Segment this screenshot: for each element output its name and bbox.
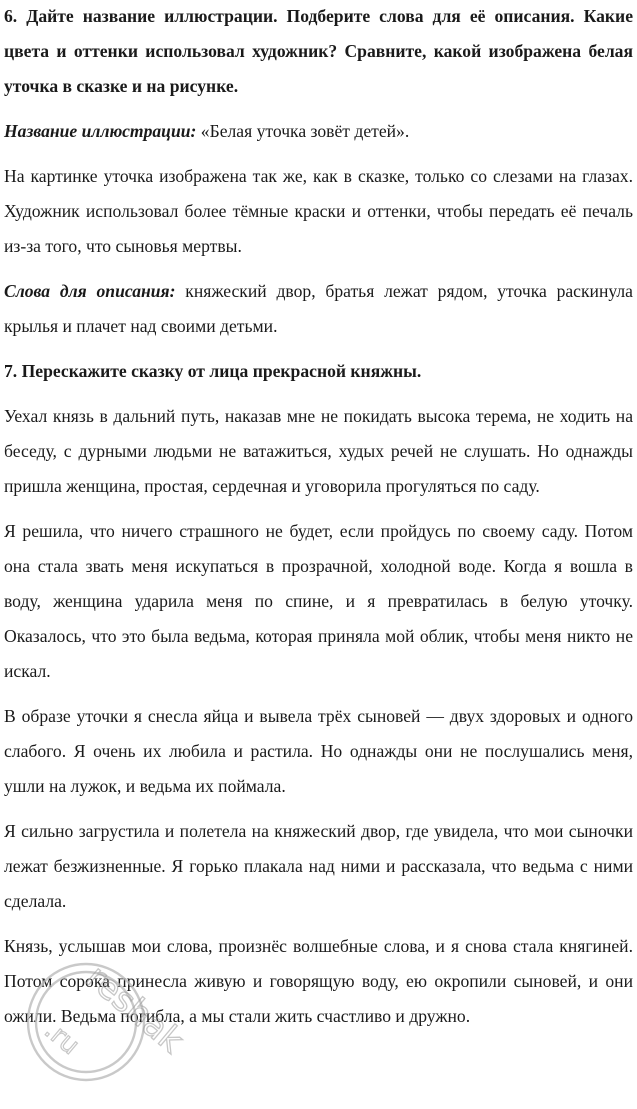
svg-text:reshak: reshak	[78, 957, 192, 1062]
description-words	[4, 274, 633, 344]
illustration-title	[4, 114, 633, 149]
description-words-text: княжеский двор, братья лежат рядом, уточка раскинула крылья и плачет над своими детьми.	[4, 281, 633, 336]
task7-heading: 7. Перескажите сказку от лица прекрасной княжны.	[4, 361, 422, 381]
retelling-paragraph: Я решила, что ничего страшного не будет, если пройдусь по своему саду. Потом она стала звать меня искупаться в прозрачной, холодной воде. Когда я вошла в воду, женщина ударила меня по спине, и я превратилась в белую уточку. Оказалось, что это была ведьма, которая приняла мой облик, чтобы меня никто не искал.	[4, 521, 633, 681]
description-words-label: Слова для описания:	[4, 281, 176, 301]
illustration-title-text: «Белая уточка зовёт детей».	[196, 121, 410, 141]
retelling-paragraph: Князь, услышав мои слова, произнёс волшебные слова, и я снова стала княгиней. Потом сорока принесла живую и говорящую воду, ею окропили сыновей, и они ожили. Ведьма погибла, а мы стали жить счастливо и дружно.	[4, 936, 633, 1026]
retelling-paragraph: Уехал князь в дальний путь, наказав мне не покидать высока терема, не ходить на беседу, с дурными людьми не ватажиться, худых речей не слушать. Но однажды пришла женщина, простая, сердечная и уговорила прогуляться по саду.	[4, 406, 633, 496]
illustration-title-label: Название иллюстрации:	[4, 121, 197, 141]
document-page	[4, 0, 633, 1034]
svg-text:.ru: .ru	[38, 1015, 85, 1062]
retelling-paragraph: Я сильно загрустила и полетела на княжеский двор, где увидела, что мои сыночки лежат безжизненные. Я горько плакала над ними и рассказала, что ведьма с ними сделала.	[4, 821, 633, 911]
retelling-paragraph: В образе уточки я снесла яйца и вывела трёх сыновей — двух здоровых и одного слабого. Я очень их любила и растила. Но однажды они не послушались меня, ушли на лужок, и ведьма их поймала.	[4, 706, 633, 796]
illustration-answer: На картинке уточка изображена так же, как в сказке, только со слезами на глазах. Художник использовал более тёмные краски и оттенки, чтобы передать её печаль из-за того, что сыновья мертвы.	[4, 166, 633, 256]
task6-heading: 6. Дайте название иллюстрации. Подберите слова для её описания. Какие цвета и оттенки использовал художник? Сравните, какой изображена белая уточка в сказке и на рисунке.	[4, 6, 633, 96]
